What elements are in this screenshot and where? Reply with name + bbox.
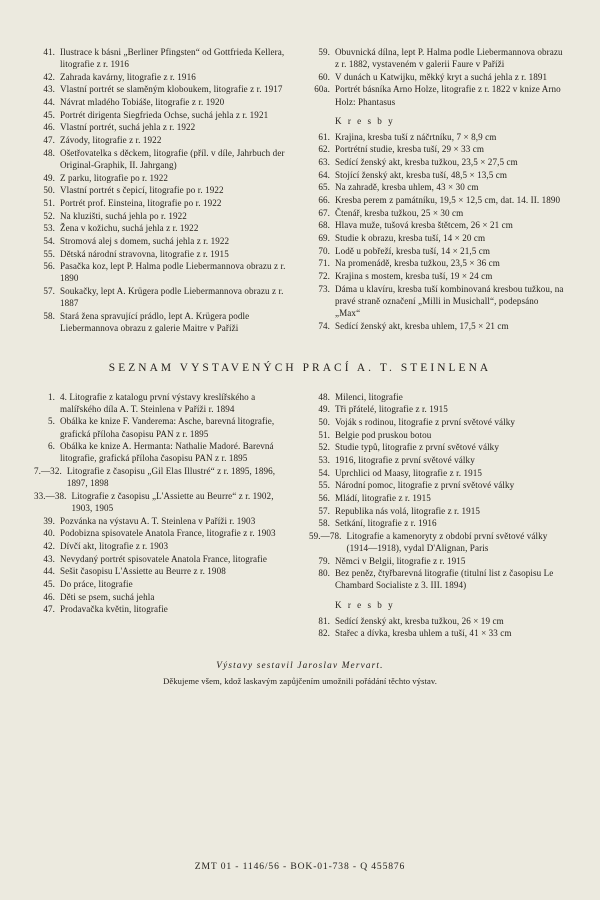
list-item [309,143,566,155]
entry-text: Kresba perem z památníku, 19,5 × 12,5 cm, dat. 14. II. 1890 [335,195,561,206]
list-item [34,109,291,121]
entry-text: Vlastní portrét se slaměným kloboukem, litografie z r. 1917 [60,84,283,95]
list-item [309,454,566,466]
entry-number: 39. [43,515,55,526]
entry-text: Krajina, kresba tuší z náčrtníku, 7 × 8,9 cm [335,131,497,142]
entry-number: 45. [43,578,55,589]
entry-number: 42. [43,540,55,551]
entry-number: 56. [318,492,330,503]
entry-number: 70. [318,245,330,256]
entry-number: 49. [43,172,55,183]
section-one-left-column [34,46,291,335]
list-item [34,553,291,565]
list-item [309,530,566,554]
entry-text: Studie k obrazu, kresba tuší, 14 × 20 cm [335,233,486,244]
entry-number: 82. [318,628,330,639]
entry-number: 43. [43,553,55,564]
entry-text: Čtenář, kresba tužkou, 25 × 30 cm [335,207,464,218]
list-item [34,515,291,527]
entry-number: 79. [318,555,330,566]
list-item [34,603,291,615]
entry-text: Děti se psem, suchá jehla [60,591,155,602]
section-two-left-column [34,391,291,640]
entry-number: 51. [318,429,330,440]
entry-text: Lodě u pobřeží, kresba tuší, 14 × 21,5 cm [335,245,491,256]
entry-text: Portrét prof. Einsteina, litografie po r. 1922 [60,197,222,208]
entry-text: Portrét dirigenta Siegfrieda Ochse, suchá jehla z r. 1921 [60,109,269,120]
entry-number: 58. [43,310,55,321]
entry-number: 69. [318,233,330,244]
entry-number: 50. [318,416,330,427]
entry-text: Do práce, litografie [60,578,133,589]
entry-text: Ošetřovatelka s děckem, litografie (příl. v díle, Jahrbuch der Original-Graphik, II. Jahrgang) [60,147,285,170]
entry-text: Setkání, litografie z r. 1916 [335,518,437,529]
entry-number: 5. [47,416,55,427]
section-one-right-column [309,46,566,335]
entry-number: 52. [318,442,330,453]
list-item [34,248,291,260]
entry-number: 73. [318,283,330,294]
entry-text: Uprchlici od Maasy, litografie z r. 1915 [335,467,482,478]
entry-text: Stojící ženský akt, kresba tuší, 48,5 × 13,5 cm [335,169,508,180]
entry-list [309,46,566,108]
entry-text: 4. Litografie z katalogu první výstavy kreslířského a malířského díla A. T. Steinlena v Paříži r. 1894 [60,391,256,414]
entry-text: Na zahradě, kresba uhlem, 43 × 30 cm [335,182,479,193]
entry-number: 46. [43,591,55,602]
list-item [34,415,291,439]
entry-number: 1. [47,391,55,402]
entry-text: Na kluzišti, suchá jehla po r. 1922 [60,210,187,221]
entry-text: Zahrada kavárny, litografie z r. 1916 [60,71,196,82]
list-item [309,391,566,403]
entry-text: Ilustrace k básni „Berliner Pfingsten“ od Gottfrieda Kellera, litografie z r. 1916 [60,47,285,70]
entry-text: Litografie z časopisu „Gil Elas Illustré“ z r. 1895, 1896, 1897, 1898 [66,466,276,489]
entry-number: 45. [43,109,55,120]
entry-number: 57. [318,505,330,516]
entry-text: Závody, litografie z r. 1922 [60,135,162,146]
list-item [309,479,566,491]
list-item [34,565,291,577]
entry-text: Pozvánka na výstavu A. T. Steinlena v Paříži r. 1903 [60,515,256,526]
list-item [34,210,291,222]
entry-text: Na promenádě, kresba tužkou, 23,5 × 36 cm [335,258,500,269]
entry-list-drawings [309,131,566,332]
thanks-note: Děkujeme všem, kdož laskavým zapůjčením umožnili pořádání těchto výstav. [163,675,437,686]
list-item [309,131,566,143]
list-item [309,517,566,529]
entry-text: Sedící ženský akt, kresba tužkou, 26 × 19 cm [335,615,504,626]
entry-text: Dáma u klavíru, kresba tuší kombinovaná kresbou tužkou, na pravé straně označení „Milli in Musichall“, podepsáno „Max“ [335,283,564,318]
subsection-heading-kresby: K r e s b y [335,599,395,610]
list-item [34,591,291,603]
list-item [34,391,291,415]
entry-number: 65. [318,182,330,193]
list-item [309,467,566,479]
list-item [34,490,291,514]
list-item [34,46,291,70]
list-item [309,429,566,441]
entry-text: Nevydaný portrét spisovatele Anatola France, litografie [60,553,268,564]
list-item [34,235,291,247]
entry-number: 7.—32. [34,466,62,477]
list-item [309,492,566,504]
entry-text: Němci v Belgii, litografie z r. 1915 [335,555,466,566]
entry-text: Dívčí akt, litografie z r. 1903 [60,540,169,551]
subsection-heading-kresby: K r e s b y [335,115,395,126]
list-item [34,147,291,171]
entry-number: 68. [318,220,330,231]
entry-text: Portrét básníka Arno Holze, litografie z r. 1822 v knize Arno Holz: Phantasus [335,84,561,107]
page-title: SEZNAM VYSTAVENÝCH PRACÍ A. T. STEINLENA [108,361,492,374]
entry-number: 59.—78. [309,530,342,541]
entry-number: 60a. [314,84,330,95]
entry-text: Hlava muže, tušová kresba štětcem, 26 × 21 cm [335,220,513,231]
entry-number: 47. [43,604,55,615]
list-item [309,555,566,567]
list-item [309,627,566,639]
entry-number: 43. [43,84,55,95]
entry-text: Litografie a kamenoryty z období první světové války (1914—1918), vydal D'Alignan, Paris [346,530,548,553]
entry-text: 1916, litografie z první světové války [335,454,475,465]
entry-number: 56. [43,261,55,272]
entry-number: 46. [43,122,55,133]
list-item [309,320,566,332]
colophon: ZMT 01 - 1146/56 - BOK-01-738 - Q 455876 [194,861,406,872]
entry-text: Prodavačka květin, litografie [60,604,168,615]
entry-text: Litografie z časopisu „L'Assiette au Beurre“ z r. 1902, 1903, 1905 [71,490,274,513]
entry-number: 48. [318,391,330,402]
entry-text: Národní pomoc, litografie z první světové války [335,480,515,491]
entry-text: Obálka ke knize A. Hermanta: Nathalie Madoré. Barevná litografie, grafická příloha časopisu PAN z r. 1895 [60,441,274,464]
entry-number: 60. [318,71,330,82]
list-item [309,71,566,83]
entry-number: 48. [43,147,55,158]
compiled-by-note: Výstavy sestavil Jaroslav Mervart. [216,659,384,670]
list-item [34,540,291,552]
entry-number: 80. [318,568,330,579]
entry-number: 55. [43,248,55,259]
entry-number: 54. [318,467,330,478]
entry-text: Sedící ženský akt, kresba tužkou, 23,5 × 27,5 cm [335,157,518,168]
section-two-right-column [309,391,566,640]
entry-number: 63. [318,157,330,168]
entry-text: Stará žena spravující prádlo, lept A. Krügera podle Liebermannova obrazu z galerie Maitre v Paříži [60,310,250,333]
list-item [309,270,566,282]
entry-number: 53. [43,223,55,234]
entry-text: Belgie pod pruskou botou [335,429,432,440]
entry-text: V dunách u Katwijku, měkký kryt a suchá jehla z r. 1891 [335,71,548,82]
entry-text: Bez peněz, čtyřbarevná litografie (titulní list z časopisu Le Chambard Socialiste z 3. III. 1894) [335,568,554,591]
entry-text: Obálka ke knize F. Vanderema: Asche, barevná litografie, grafická příloha časopisu PAN z r. 1895 [60,416,275,439]
entry-number: 33.—38. [34,490,67,501]
entry-number: 50. [43,185,55,196]
entry-number: 64. [318,169,330,180]
list-item [309,169,566,181]
list-item [34,527,291,539]
list-item [309,257,566,269]
entry-number: 55. [318,480,330,491]
entry-number: 54. [43,235,55,246]
entry-number: 52. [43,210,55,221]
entry-number: 47. [43,135,55,146]
entry-text: Dětská národní stravovna, litografie z r. 1915 [60,248,229,259]
entry-text: Návrat mladého Tobiáše, litografie z r. 1920 [60,97,225,108]
entry-number: 59. [318,47,330,57]
entry-text: Mládí, litografie z r. 1915 [335,492,431,503]
entry-number: 62. [318,144,330,155]
entry-number: 41. [43,47,55,57]
entry-number: 72. [318,271,330,281]
entry-text: Stromová alej s domem, suchá jehla z r. 1922 [60,235,230,246]
entry-text: Vlastní portrét s čepicí, litografie po r. 1922 [60,185,224,196]
list-item [34,121,291,133]
list-item [309,194,566,206]
entry-number: 44. [43,97,55,108]
entry-list-drawings [309,615,566,640]
entry-text: Tři přátelé, litografie z r. 1915 [335,404,448,415]
entry-text: Sedící ženský akt, kresba uhlem, 17,5 × 21 cm [335,320,509,331]
list-item [34,440,291,464]
entry-number: 57. [43,285,55,296]
list-item [309,615,566,627]
list-item [34,134,291,146]
list-item [309,46,566,70]
list-item [309,83,566,107]
list-item [34,222,291,234]
list-item [309,219,566,231]
list-item [309,505,566,517]
entry-list [309,391,566,592]
list-item [34,83,291,95]
list-item [309,232,566,244]
entry-number: 51. [43,197,55,208]
entry-text: Stařec a dívka, kresba uhlem a tuší, 41 × 33 cm [335,628,512,639]
list-item [309,403,566,415]
entry-list [34,46,291,334]
list-item [309,245,566,257]
entry-number: 49. [318,404,330,415]
entry-text: Obuvnická dílna, lept P. Halma podle Liebermannova obrazu z r. 1882, vystaveném v galerii Faure v Paříži [335,47,563,70]
list-item [34,71,291,83]
entry-number: 67. [318,207,330,218]
list-item [34,96,291,108]
list-item [309,567,566,591]
entry-number: 66. [318,195,330,206]
entry-number: 53. [318,454,330,465]
entry-number: 58. [318,518,330,529]
list-item [34,465,291,489]
entry-text: Republika nás volá, litografie z r. 1915 [335,505,481,516]
entry-text: Krajina s mostem, kresba tuší, 19 × 24 cm [335,271,493,281]
entry-number: 44. [43,566,55,577]
entry-text: Milenci, litografie [335,391,403,402]
entry-number: 74. [318,320,330,331]
list-item [309,156,566,168]
list-item [309,441,566,453]
list-item [309,283,566,319]
list-item [309,207,566,219]
section-steinlen [34,391,566,640]
entry-number: 71. [318,258,330,269]
entry-text: Portrétní studie, kresba tuší, 29 × 33 cm [335,144,485,155]
list-item [309,416,566,428]
entry-number: 81. [318,615,330,626]
list-item [34,310,291,334]
entry-text: Podobizna spisovatele Anatola France, litografie z r. 1903 [60,528,276,539]
entry-number: 40. [43,528,55,539]
list-item [309,181,566,193]
entry-number: 6. [47,441,55,452]
list-item [34,260,291,284]
section-liebermann [34,46,566,335]
entry-text: Žena v kožichu, suchá jehla z r. 1922 [60,223,199,234]
entry-text: Vlastní portrét, suchá jehla z r. 1922 [60,122,196,133]
entry-text: Studie typů, litografie z první světové války [335,442,499,453]
list-item [34,172,291,184]
entry-text: Pasačka koz, lept P. Halma podle Liebermannova obrazu z r. 1890 [60,261,286,284]
entry-text: Z parku, litografie po r. 1922 [60,172,169,183]
list-item [34,285,291,309]
entry-list [34,391,291,616]
entry-text: Voják s rodinou, litografie z první světové války [335,416,516,427]
list-item [34,184,291,196]
list-item [34,578,291,590]
list-item [34,197,291,209]
entry-number: 42. [43,71,55,82]
entry-text: Sešit časopisu L'Assiette au Beurre z r. 1908 [60,566,226,577]
entry-text: Soukačky, lept A. Krügera podle Liebermannova obrazu z r. 1887 [60,285,284,309]
entry-number: 61. [318,131,330,142]
